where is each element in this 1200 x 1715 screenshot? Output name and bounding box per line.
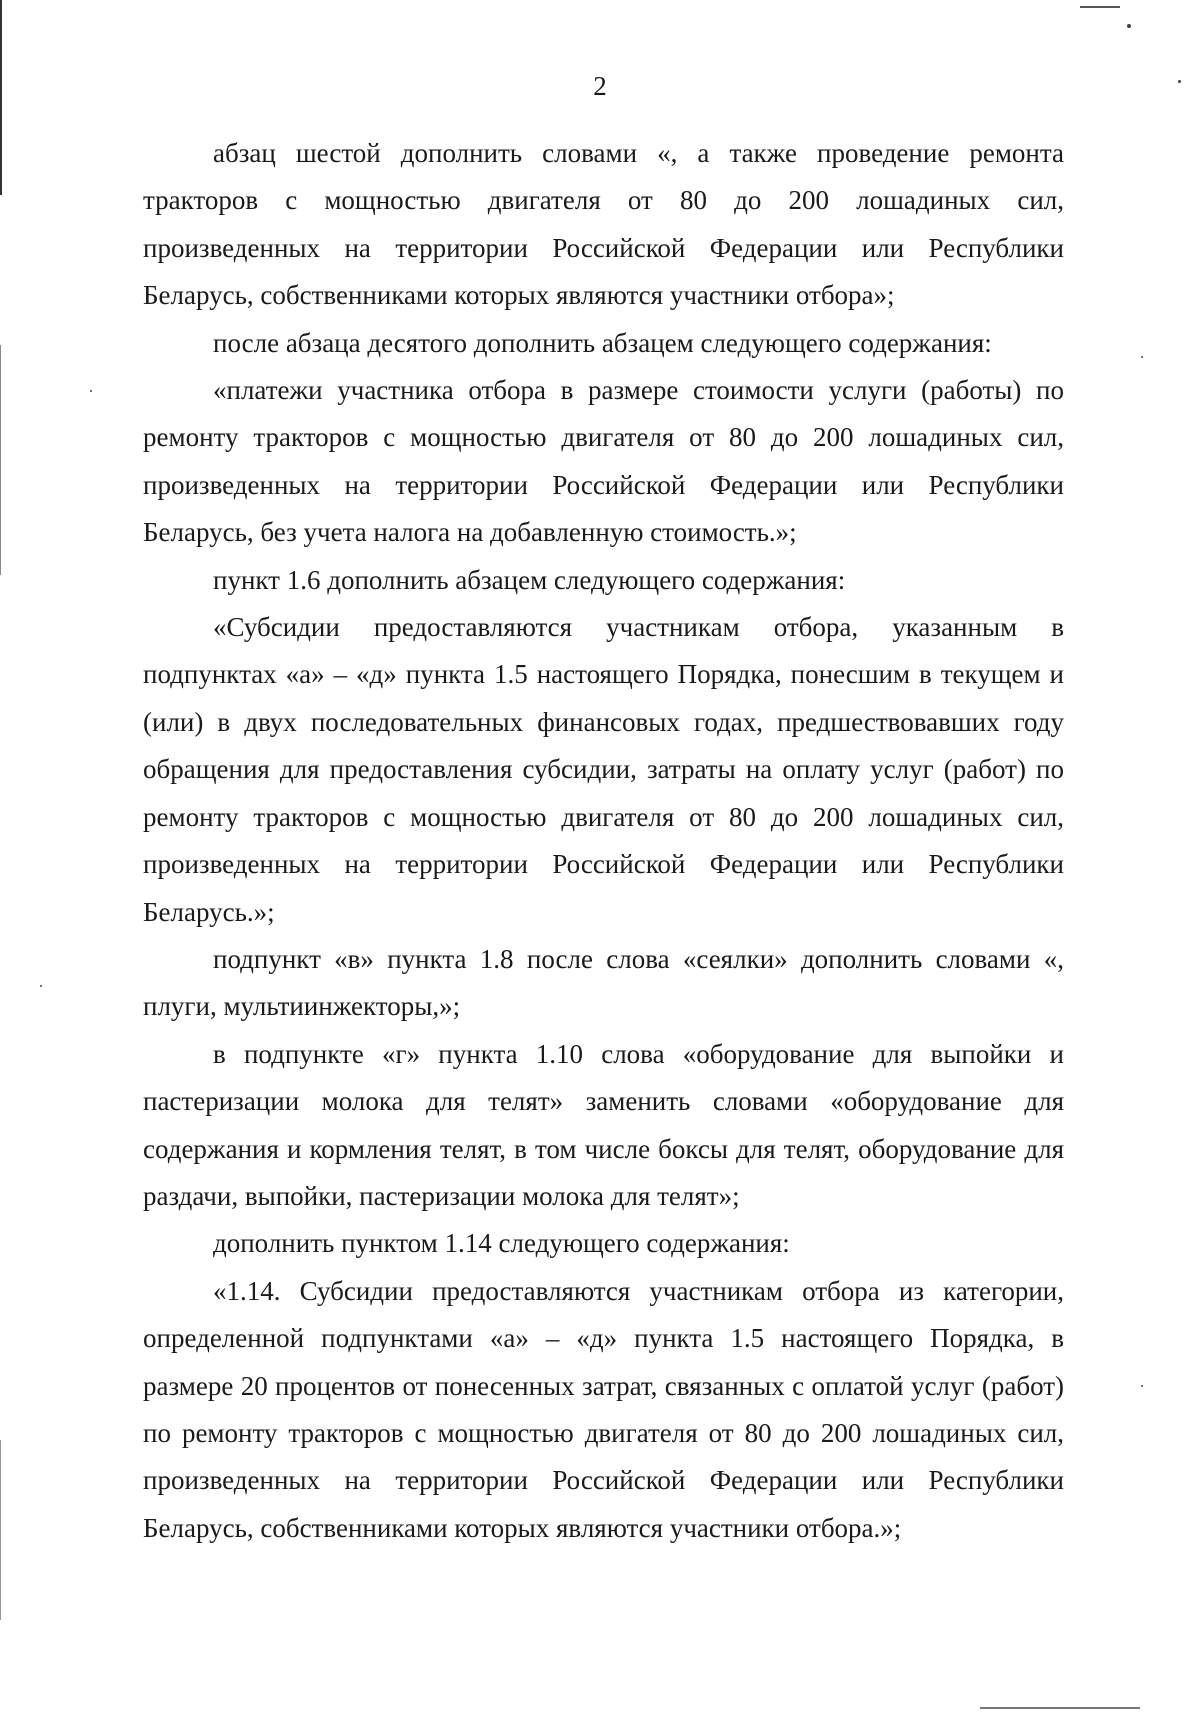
scan-speck [90,390,92,392]
scan-dash [980,1707,1140,1709]
paragraph: подпункт «в» пункта 1.8 после слова «сеялки» дополнить словами «, плуги, мультиинжекторы,»; [143,943,1064,1022]
paragraph: «платежи участника отбора в размере стоимости услуги (работы) по ремонту тракторов с мощностью двигателя от 80 до 200 лошадиных сил, произведенных на территории Российской Федерации или Республики Беларусь, без учета налога на добавленную стоимость.»; [143,375,1064,548]
paragraph: абзац шестой дополнить словами «, а также проведение ремонта тракторов с мощностью двигателя от 80 до 200 лошадиных сил, произведенных на территории Российской Федерации или Республики Беларусь, собственниками которых являются участники отбора»; [143,138,1064,311]
scan-speck [1141,1385,1143,1387]
scan-edge-line [0,1440,1,1620]
paragraph: дополнить пунктом 1.14 следующего содержания: [213,1228,790,1259]
paragraph: «Субсидии предоставляются участникам отбора, указанным в подпунктах «а» – «д» пункта 1.5 настоящего Порядка, понесшим в текущем и (или) в двух последовательных финансовых годах, предшествовавших году обращения для предоставления субсидии, затраты на оплату услуг (работ) по ремонту тракторов с мощностью двигателя от 80 до 200 лошадиных сил, произведенных на территории Российской Федерации или Республики Беларусь.»; [143,612,1064,927]
paragraph: пункт 1.6 дополнить абзацем следующего содержания: [213,564,846,595]
paragraph: после абзаца десятого дополнить абзацем следующего содержания: [213,327,992,358]
document-body [143,130,1064,1552]
paragraph: «1.14. Субсидии предоставляются участникам отбора из категории, определенной подпунктами «а» – «д» пункта 1.5 настоящего Порядка, в размере 20 процентов от понесенных затрат, связанных с оплатой услуг (работ) по ремонту тракторов с мощностью двигателя от 80 до 200 лошадиных сил, произведенных на территории Российской Федерации или Республики Беларусь, собственниками которых являются участники отбора.»; [143,1275,1064,1543]
page-number: 2 [593,71,607,101]
paragraph: в подпункте «г» пункта 1.10 слова «оборудование для выпойки и пастеризации молока для телят» заменить словами «оборудование для содержания и кормления телят, в том числе боксы для телят, оборудование для раздачи, выпойки, пастеризации молока для телят»; [143,1038,1064,1211]
scan-dash [1080,6,1120,8]
scan-speck [1127,24,1131,28]
scan-edge-line [0,345,1,575]
scan-speck [40,985,42,987]
scan-speck [1141,356,1143,358]
